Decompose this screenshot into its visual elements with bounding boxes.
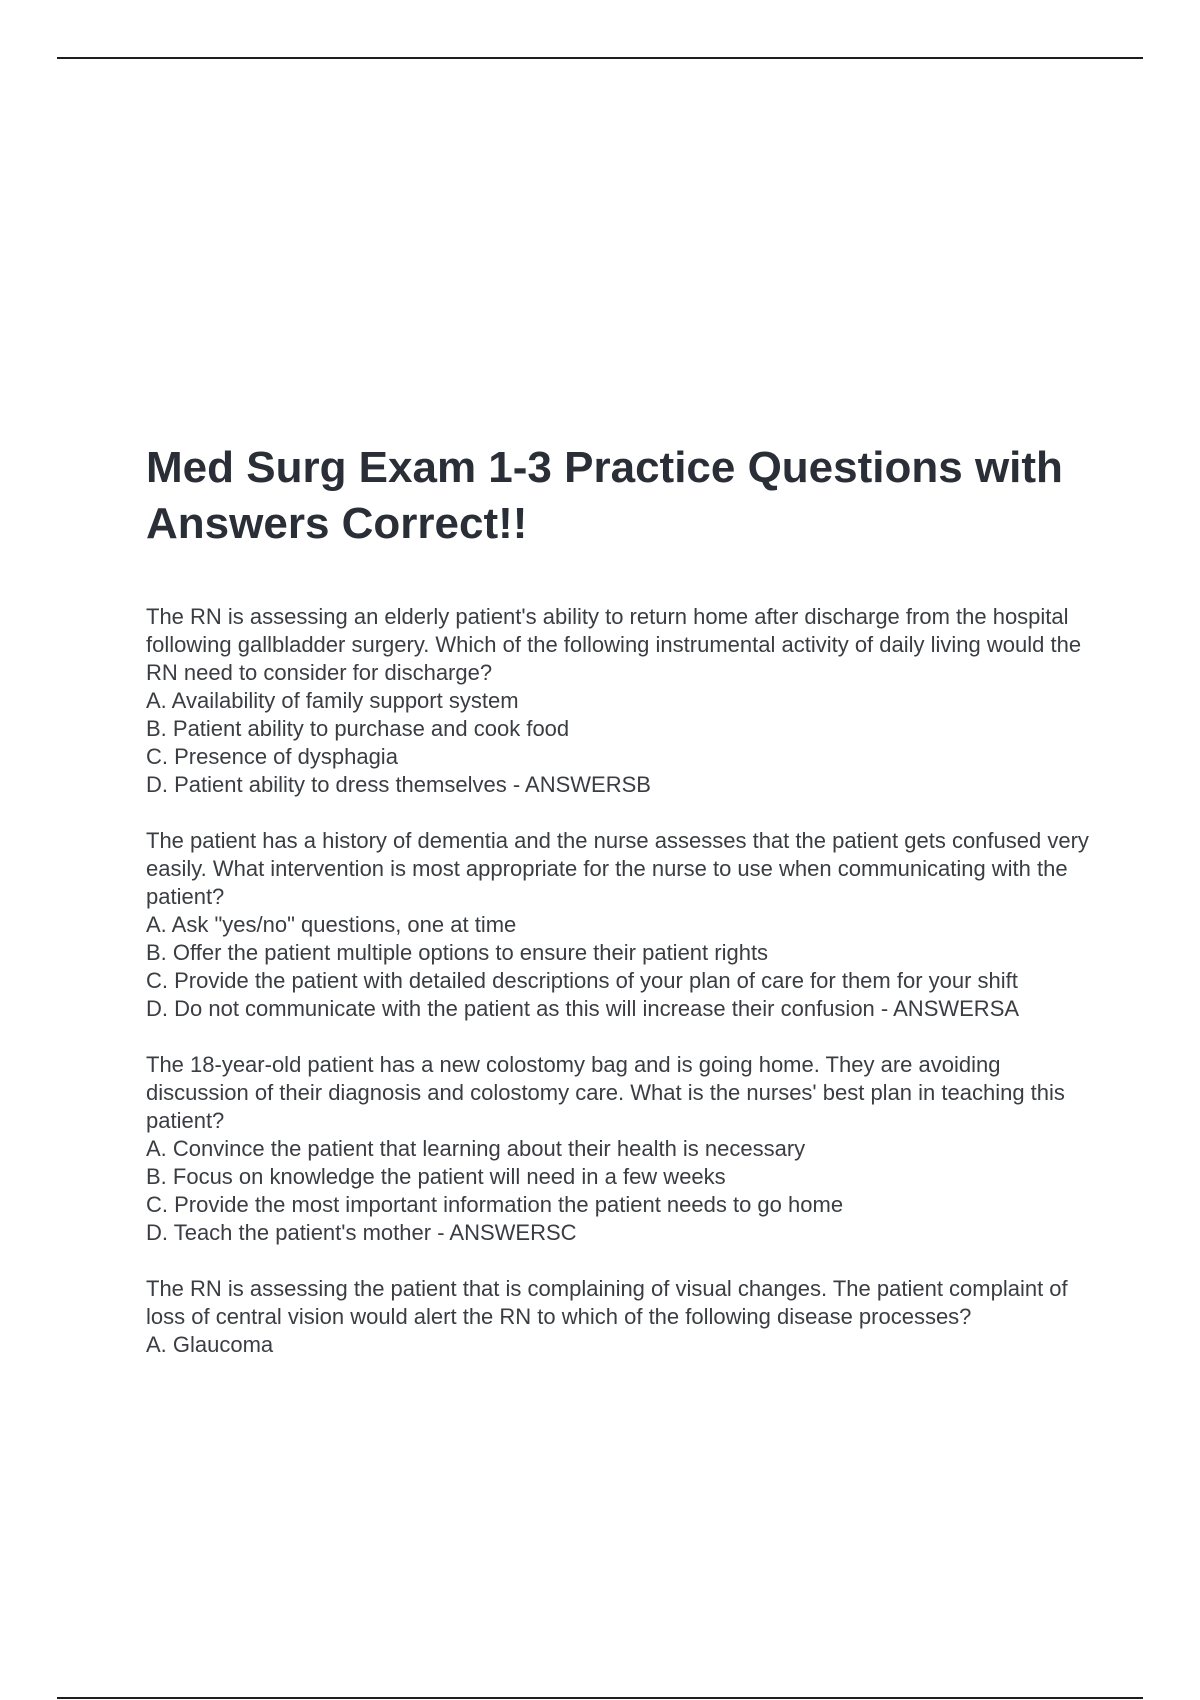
question-1 xyxy=(146,603,1106,799)
question-3 xyxy=(146,1051,1106,1247)
question-4 xyxy=(146,1275,1106,1359)
question-list xyxy=(146,603,1106,1359)
answer-option-a: A. Convince the patient that learning about their health is necessary xyxy=(146,1136,806,1161)
document-body xyxy=(146,440,1106,1387)
answer-option-a: A. Ask "yes/no" questions, one at time xyxy=(146,912,517,937)
question-stem: The RN is assessing the patient that is complaining of visual changes. The patient complaint of loss of central vision would alert the RN to which of the following disease processes? xyxy=(146,1276,1068,1329)
answer-option-d xyxy=(146,995,1106,1023)
answer-option-c: C. Provide the patient with detailed descriptions of your plan of care for them for your shift xyxy=(146,968,1018,993)
answer-key: - ANSWERSA xyxy=(874,996,1020,1021)
answer-key: - ANSWERSB xyxy=(506,772,651,797)
answer-option-b: B. Patient ability to purchase and cook food xyxy=(146,716,570,741)
option-text: D. Teach the patient's mother xyxy=(146,1220,432,1245)
answer-option-d xyxy=(146,1219,1106,1247)
answer-option-c: C. Provide the most important information the patient needs to go home xyxy=(146,1192,844,1217)
answer-option-b: B. Focus on knowledge the patient will need in a few weeks xyxy=(146,1164,726,1189)
answer-option-a: A. Glaucoma xyxy=(146,1332,274,1357)
answer-option-c: C. Presence of dysphagia xyxy=(146,744,398,769)
option-text: D. Do not communicate with the patient as this will increase their confusion xyxy=(146,996,875,1021)
option-text: D. Patient ability to dress themselves xyxy=(146,772,507,797)
answer-option-b: B. Offer the patient multiple options to ensure their patient rights xyxy=(146,940,769,965)
answer-option-d xyxy=(146,771,1106,799)
question-2 xyxy=(146,827,1106,1023)
question-stem: The RN is assessing an elderly patient's ability to return home after discharge from the hospital following gallbladder surgery. Which of the following instrumental activity of daily living would the RN need to consider for discharge? xyxy=(146,604,1082,685)
document-title: Med Surg Exam 1-3 Practice Questions with Answers Correct!! xyxy=(146,443,1063,548)
bottom-rule xyxy=(57,1697,1143,1699)
answer-option-a: A. Availability of family support system xyxy=(146,688,519,713)
question-stem: The 18-year-old patient has a new colostomy bag and is going home. They are avoiding discussion of their diagnosis and colostomy care. What is the nurses' best plan in teaching this patient? xyxy=(146,1052,1065,1133)
top-rule xyxy=(57,57,1143,59)
answer-key: - ANSWERSC xyxy=(431,1220,577,1245)
question-stem: The patient has a history of dementia and the nurse assesses that the patient gets confused very easily. What intervention is most appropriate for the nurse to use when communicating with the patient? xyxy=(146,828,1089,909)
